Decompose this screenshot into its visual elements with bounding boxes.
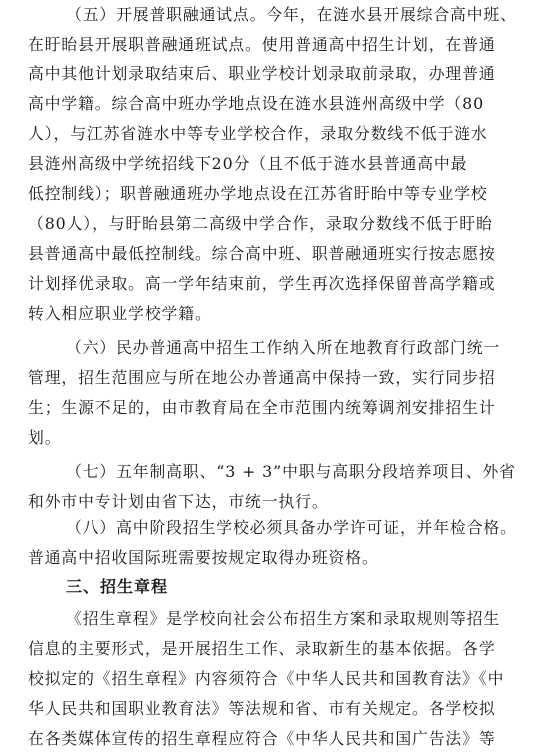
paragraph-5-line-5: 人），与江苏省涟水中等专业学校合作，录取分数线不低于涟水 bbox=[28, 124, 488, 143]
paragraph-5-line-6: 县涟州高级中学统招线下20分（且不低于涟水县普通高中最 bbox=[28, 154, 468, 173]
paragraph-5-line-8: （80人），与盱眙县第二高级中学合作，录取分数线不低于盱眙 bbox=[28, 214, 493, 233]
section-3-line-3: 校拟定的《招生章程》内容须符合《中华人民共和国教育法》《中 bbox=[28, 669, 505, 688]
paragraph-6-line-2: 管理，招生范围应与所在地公办普通高中保持一致，实行同步招 bbox=[28, 368, 496, 387]
paragraph-5-line-2: 在盱眙县开展职普融通班试点。使用普通高中招生计划，在普通 bbox=[28, 35, 496, 54]
paragraph-6-line-4: 划。 bbox=[28, 428, 62, 447]
section-3-line-4: 华人民共和国职业教育法》等法规和省、市有关规定。各学校拟 bbox=[28, 699, 496, 718]
paragraph-5-line-11: 转入相应职业学校学籍。 bbox=[28, 304, 212, 323]
paragraph-6-line-1: （六）民办普通高中招生工作纳入所在地教育行政部门统一 bbox=[66, 338, 501, 357]
paragraph-8-line-1: （八）高中阶段招生学校必须具备办学许可证，并年检合格。 bbox=[66, 518, 517, 537]
paragraph-5-line-1: （五）开展普职融通试点。今年，在涟水县开展综合高中班、 bbox=[66, 5, 517, 24]
paragraph-7-line-1: （七）五年制高职、“3 + 3”中职与高职分段培养项目、外省 bbox=[66, 462, 516, 481]
section-3-line-2: 信息的主要形式，是开展招生工作、录取新生的基本依据。各学 bbox=[28, 639, 496, 658]
paragraph-5-line-4: 高中学籍。综合高中班办学地点设在涟水县涟州高级中学（80 bbox=[28, 94, 485, 113]
paragraph-8-line-2: 普通高中招收国际班需要按规定取得办班资格。 bbox=[28, 548, 379, 567]
paragraph-5-line-7: 低控制线）；职普融通班办学地点设在江苏省盱眙中等专业学校 bbox=[28, 184, 488, 203]
paragraph-5-line-10: 计划择优录取。高一学年结束前，学生再次选择保留普高学籍或 bbox=[28, 274, 496, 293]
paragraph-5-line-3: 高中其他计划录取结束后、职业学校计划录取前录取，办理普通 bbox=[28, 64, 496, 83]
section-3-line-5: 在各类媒体宣传的招生章程应符合《中华人民共和国广告法》等 bbox=[28, 729, 496, 748]
section-3-line-1: 《招生章程》是学校向社会公布招生方案和录取规则等招生 bbox=[66, 609, 501, 628]
paragraph-6-line-3: 生；生源不足的，由市教育局在全市范围内统筹调剂安排招生计 bbox=[28, 398, 496, 417]
paragraph-7-line-2: 和外市中专计划由省下达，市统一执行。 bbox=[28, 492, 329, 511]
section-3-heading: 三、招生章程 bbox=[66, 577, 169, 596]
paragraph-5-line-9: 县普通高中最低控制线。综合高中班、职普融通班实行按志愿按 bbox=[28, 244, 496, 263]
